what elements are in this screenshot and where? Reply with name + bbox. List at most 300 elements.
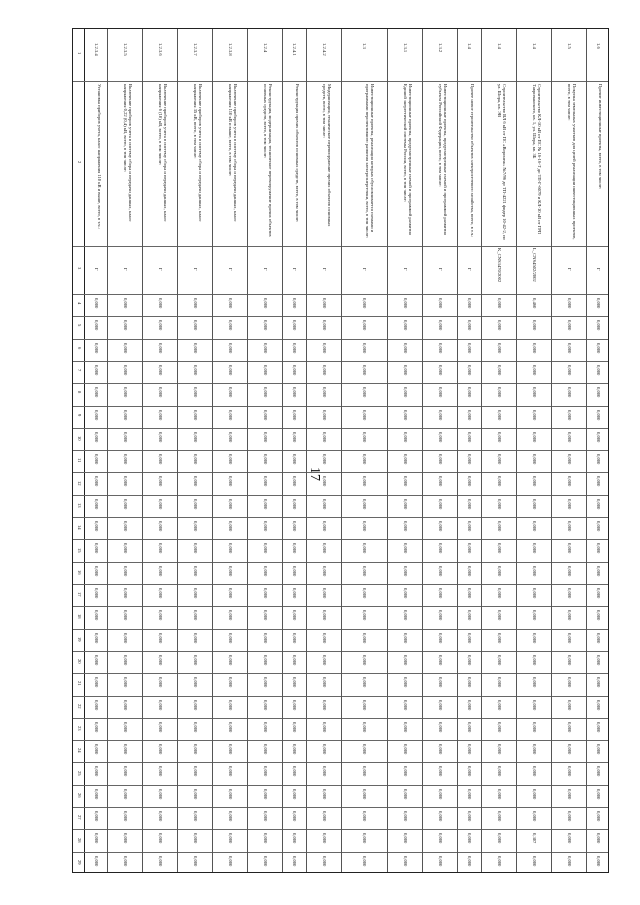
row-value: 0,000 xyxy=(531,721,537,733)
row-value: 0,000 xyxy=(263,833,269,844)
row-value: 0,000 xyxy=(123,855,129,867)
row-value: 0,000 xyxy=(228,342,234,353)
row-value: 0,000 xyxy=(566,498,572,510)
row-value: 0,000 xyxy=(467,610,473,621)
column-number: 20 xyxy=(77,659,82,664)
row-value: 0,000 xyxy=(403,454,409,465)
row-value: 0,000 xyxy=(158,431,164,443)
row-value: 0,000 xyxy=(123,565,129,577)
row-value: 0,000 xyxy=(193,610,199,621)
row-code: 1.2.4.1 xyxy=(292,43,298,56)
row-value: 0,000 xyxy=(321,320,327,331)
row-value: 0,000 xyxy=(531,699,537,710)
row-value: 0,000 xyxy=(228,364,234,376)
row-value: 0,000 xyxy=(403,610,409,621)
row-value: 0,000 xyxy=(531,521,537,532)
row-value: 0,000 xyxy=(158,610,164,621)
row-value: 0,000 xyxy=(193,298,199,309)
row-value: 0,000 xyxy=(94,766,100,777)
row-value: 0,000 xyxy=(94,543,100,554)
row-value: 0,000 xyxy=(438,320,444,331)
row-code: 1.2.4.2 xyxy=(321,43,327,56)
table-row xyxy=(307,29,342,872)
row-code: 1.3.1 xyxy=(403,43,409,53)
row-value: 0,000 xyxy=(158,498,164,510)
row-value: 0,000 xyxy=(228,811,234,822)
row-value: 0,000 xyxy=(292,298,298,309)
row-value: 0,000 xyxy=(292,431,298,443)
row-name: Включение приборов учета в систему сбора и передачи данных, класс напряжения 6 (10) кВ, всего, в том числе: xyxy=(158,84,169,222)
row-value: 0,000 xyxy=(123,721,129,733)
row-value: 0,000 xyxy=(362,654,368,666)
column-number: 21 xyxy=(77,681,82,686)
row-value: 0,000 xyxy=(94,855,100,867)
row-value: 0,000 xyxy=(193,498,199,510)
row-value: 0,000 xyxy=(263,431,269,443)
row-value: 0,000 xyxy=(403,431,409,443)
row-value: 0,000 xyxy=(263,721,269,733)
row-value: 0,000 xyxy=(193,632,199,643)
row-value: 0,000 xyxy=(531,565,537,577)
row-code: 1.5 xyxy=(566,43,572,49)
row-value: 0,000 xyxy=(531,632,537,643)
row-value: 0,000 xyxy=(595,721,601,733)
table-row xyxy=(213,29,248,872)
row-value: 0,000 xyxy=(438,744,444,755)
row-value: 0,000 xyxy=(403,387,409,398)
row-value: 0,000 xyxy=(403,298,409,309)
row-value: 0,000 xyxy=(228,677,234,688)
row-value: 0,000 xyxy=(94,699,100,710)
row-value: 0,000 xyxy=(467,766,473,777)
table-row xyxy=(108,29,143,872)
row-value: 0,000 xyxy=(595,498,601,510)
row-value: 0,000 xyxy=(228,320,234,331)
row-value: 0,000 xyxy=(496,677,502,688)
row-value: 0,000 xyxy=(362,320,368,331)
column-number: 29 xyxy=(77,859,82,865)
row-value: 0,000 xyxy=(496,811,502,822)
row-name: Строительство ВЛ 6 кВ от ПС «Воронеж» №7/96 до ТП-4221 фидер 10-42-2, по ул. Шора, кв. ЭВ xyxy=(496,84,507,240)
row-value: 0,000 xyxy=(531,409,537,420)
row-value: 0,000 xyxy=(158,677,164,688)
row-value: 0,000 xyxy=(94,454,100,465)
column-number: 24 xyxy=(77,748,82,753)
row-value: 0,000 xyxy=(438,409,444,420)
row-value: 0,000 xyxy=(292,833,298,844)
row-value: 0,000 xyxy=(321,364,327,376)
row-value: 0,000 xyxy=(595,632,601,643)
row-value: 0,000 xyxy=(158,387,164,398)
row-value: 0,000 xyxy=(403,788,409,800)
row-value: 0,000 xyxy=(321,565,327,577)
row-value: 0,000 xyxy=(263,632,269,643)
row-value: 0,000 xyxy=(496,788,502,800)
row-value: 0,000 xyxy=(438,543,444,554)
row-value: 0,000 xyxy=(531,498,537,510)
row-value: 0,000 xyxy=(467,811,473,822)
row-value: 0,000 xyxy=(531,610,537,621)
row-value: 0,000 xyxy=(362,409,368,420)
row-value: 0,000 xyxy=(228,632,234,643)
row-value: 0,000 xyxy=(193,521,199,532)
row-value: 0,000 xyxy=(595,610,601,621)
row-value: 0,000 xyxy=(403,498,409,510)
row-value: 0,000 xyxy=(595,454,601,465)
row-value: 0,000 xyxy=(467,521,473,532)
row-value: 0,000 xyxy=(531,744,537,755)
row-value: 0,000 xyxy=(193,342,199,353)
row-value: 0,000 xyxy=(496,387,502,398)
row-unit: Г xyxy=(193,268,199,271)
column-number: 3 xyxy=(77,267,82,270)
row-value: 0,000 xyxy=(362,833,368,844)
row-value: 0,000 xyxy=(123,833,129,844)
row-unit: Г xyxy=(123,268,129,271)
row-value: 0,000 xyxy=(496,654,502,666)
table-row xyxy=(342,29,389,872)
row-value: 0,000 xyxy=(467,699,473,710)
row-value: 0,000 xyxy=(362,342,368,353)
row-value: 0,000 xyxy=(228,833,234,844)
row-value: 0,000 xyxy=(595,521,601,532)
row-value: 0,000 xyxy=(467,654,473,666)
row-name: Реконструкция прочих объектов основных средств, всего, в том числе: xyxy=(294,84,300,223)
row-value: 0,000 xyxy=(496,721,502,733)
row-value: 0,000 xyxy=(496,298,502,309)
row-value: 0,000 xyxy=(467,431,473,443)
row-value: 0,000 xyxy=(438,766,444,777)
column-number: 26 xyxy=(77,792,82,798)
row-value: 0,000 xyxy=(158,744,164,755)
row-value: 0,000 xyxy=(321,521,327,532)
row-value: 0,000 xyxy=(158,543,164,554)
row-value: 0,000 xyxy=(158,721,164,733)
row-value: 0,000 xyxy=(362,431,368,443)
column-number: 19 xyxy=(77,636,82,642)
row-value: 0,000 xyxy=(263,498,269,510)
row-name: Модернизация, техническое перевооружение прочих объектов основных средств, всего, в том числе: xyxy=(321,84,332,227)
row-value: 0,000 xyxy=(321,855,327,867)
row-value: 0,000 xyxy=(595,342,601,353)
row-value: 0,000 xyxy=(496,431,502,443)
row-value: 0,000 xyxy=(496,565,502,577)
row-value: 0,000 xyxy=(94,632,100,643)
row-value: 0,000 xyxy=(94,498,100,510)
row-value: 0,000 xyxy=(467,543,473,554)
row-value: 0,000 xyxy=(595,654,601,666)
row-value: 0,000 xyxy=(595,833,601,844)
row-value: 0,000 xyxy=(321,454,327,465)
row-code: 1.3.2 xyxy=(438,43,444,53)
row-value: 0,000 xyxy=(158,632,164,643)
row-value: 0,000 xyxy=(467,632,473,643)
row-value: 0,000 xyxy=(193,409,199,420)
row-value: 0,000 xyxy=(467,744,473,755)
row-value: 0,000 xyxy=(496,521,502,532)
row-value: 0,000 xyxy=(321,610,327,621)
row-value: 0,000 xyxy=(292,320,298,331)
row-value: 0,000 xyxy=(94,431,100,443)
row-value: 0,000 xyxy=(292,498,298,510)
row-value: 0,000 xyxy=(566,565,572,577)
row-value: 0,000 xyxy=(362,521,368,532)
row-value: 0,000 xyxy=(362,543,368,554)
row-value: 0,000 xyxy=(321,654,327,666)
row-value: 0,000 xyxy=(193,855,199,867)
row-value: 0,000 xyxy=(193,654,199,666)
row-value: 0,000 xyxy=(263,543,269,554)
row-value: 0,000 xyxy=(496,342,502,353)
row-unit: Г xyxy=(292,268,298,271)
row-value: 0,000 xyxy=(94,364,100,376)
row-value: 0,000 xyxy=(496,498,502,510)
row-value: 0,000 xyxy=(228,476,234,487)
row-value: 0,000 xyxy=(228,744,234,755)
row-value: 0,000 xyxy=(496,543,502,554)
row-value: 0,000 xyxy=(595,320,601,331)
row-value: 0,000 xyxy=(94,521,100,532)
row-value: 0,000 xyxy=(595,588,601,599)
row-value: 0,000 xyxy=(123,766,129,777)
row-name: Инвестиционные проекты, реализация которых обусловливается схемами и программами перспективного развития электроэнергетики, всего, в том числе: xyxy=(364,84,375,238)
row-value: 0,000 xyxy=(228,431,234,443)
row-code: 1.2.3.4 xyxy=(94,43,100,56)
row-value: 0,000 xyxy=(263,298,269,309)
row-value: 0,000 xyxy=(595,409,601,420)
row-value: 0,000 xyxy=(595,364,601,376)
table-row xyxy=(587,29,610,872)
row-value: 0,000 xyxy=(193,454,199,465)
row-value: 0,000 xyxy=(292,677,298,688)
row-value: 0,000 xyxy=(94,811,100,822)
row-value: 0,000 xyxy=(362,364,368,376)
row-value: 0,000 xyxy=(94,721,100,733)
row-value: 0,000 xyxy=(123,431,129,443)
row-value: 0,000 xyxy=(566,833,572,844)
row-value: 0,000 xyxy=(566,766,572,777)
row-value: 0,000 xyxy=(467,855,473,867)
row-value: 0,000 xyxy=(438,565,444,577)
row-value: 0,000 xyxy=(321,766,327,777)
row-value: 0,000 xyxy=(94,298,100,309)
row-value: 0,000 xyxy=(94,342,100,353)
column-number: 27 xyxy=(77,815,82,820)
row-value: 0,000 xyxy=(123,454,129,465)
row-value: 0,000 xyxy=(403,588,409,599)
row-value: 0,000 xyxy=(263,699,269,710)
row-value: 0,000 xyxy=(566,431,572,443)
row-value: 0,000 xyxy=(292,855,298,867)
row-code: 1.2.3.5 xyxy=(123,43,129,56)
row-value: 0,000 xyxy=(263,476,269,487)
row-value: 0,000 xyxy=(496,744,502,755)
row-value: 0,000 xyxy=(321,699,327,710)
row-value: 0,000 xyxy=(228,298,234,309)
row-value: 0,000 xyxy=(158,788,164,800)
row-value: 0,000 xyxy=(438,811,444,822)
row-value: 0,000 xyxy=(321,744,327,755)
row-value: 0,000 xyxy=(595,298,601,309)
row-value: 0,000 xyxy=(566,543,572,554)
row-value: 0,000 xyxy=(321,721,327,733)
row-value: 0,000 xyxy=(321,342,327,353)
row-value: 0,000 xyxy=(403,677,409,688)
row-value: 0,000 xyxy=(595,766,601,777)
row-value: 0,000 xyxy=(362,565,368,577)
column-number: 16 xyxy=(77,569,82,575)
row-name: Установка приборов учета, класс напряжения 110 кВ и выше, всего, в т.ч.: xyxy=(96,84,102,229)
row-value: 0,000 xyxy=(228,588,234,599)
row-value: 0,000 xyxy=(531,387,537,398)
row-value: 0,000 xyxy=(158,521,164,532)
row-value: 0,000 xyxy=(531,476,537,487)
column-number: 7 xyxy=(77,369,82,372)
row-value: 0,000 xyxy=(123,632,129,643)
row-value: 0,000 xyxy=(438,521,444,532)
page-number: 17 xyxy=(307,467,322,481)
row-value: 0,000 xyxy=(566,721,572,733)
column-number: 5 xyxy=(77,324,82,327)
column-number: 23 xyxy=(77,726,82,731)
table-row xyxy=(178,29,213,872)
row-value: 0,000 xyxy=(123,342,129,353)
column-number: 18 xyxy=(77,614,82,620)
row-value: 0,000 xyxy=(292,565,298,577)
row-value: 0,000 xyxy=(496,409,502,420)
table-row xyxy=(248,29,283,872)
row-value: 0,000 xyxy=(321,677,327,688)
row-value: 0,000 xyxy=(292,766,298,777)
row-unit: Г xyxy=(595,268,601,271)
row-value: 0,000 xyxy=(467,565,473,577)
row-value: 0,000 xyxy=(123,788,129,800)
row-value: 0,000 xyxy=(292,788,298,800)
row-name: Инвестиционные проекты, предусмотренные схемой и программой развития Единой энергетической системы России, всего, в том числе: xyxy=(403,84,414,235)
row-value: 0,000 xyxy=(566,788,572,800)
row-value: 0,000 xyxy=(263,342,269,353)
row-value: 0,000 xyxy=(362,610,368,621)
row-value: 0,000 xyxy=(403,833,409,844)
row-value: 0,000 xyxy=(123,409,129,420)
row-value: 0,307 xyxy=(531,833,537,844)
row-value: 0,000 xyxy=(123,744,129,755)
row-value: 0,000 xyxy=(531,588,537,599)
row-value: 0,000 xyxy=(228,521,234,532)
row-value: 0,000 xyxy=(321,476,327,487)
row-value: 0,000 xyxy=(321,409,327,420)
row-value: 0,000 xyxy=(362,788,368,800)
table-row xyxy=(482,29,517,872)
row-value: 0,000 xyxy=(292,632,298,643)
row-value: 0,000 xyxy=(94,409,100,420)
row-value: 0,000 xyxy=(467,677,473,688)
row-value: 0,000 xyxy=(403,654,409,666)
row-value: 0,000 xyxy=(263,788,269,800)
row-value: 0,000 xyxy=(123,654,129,666)
row-value: 0,000 xyxy=(228,721,234,733)
row-value: 0,000 xyxy=(496,454,502,465)
row-value: 0,000 xyxy=(263,855,269,867)
table-row xyxy=(143,29,178,872)
row-unit: Г xyxy=(263,268,269,271)
row-value: 0,000 xyxy=(158,855,164,867)
row-value: 0,000 xyxy=(94,565,100,577)
row-value: 0,000 xyxy=(94,588,100,599)
row-value: 0,000 xyxy=(595,744,601,755)
row-value: 0,000 xyxy=(321,543,327,554)
row-value: 0,000 xyxy=(292,654,298,666)
row-value: 0,000 xyxy=(158,476,164,487)
row-value: 0,000 xyxy=(193,431,199,443)
row-value: 0,000 xyxy=(123,320,129,331)
row-value: 0,000 xyxy=(362,632,368,643)
row-name: Реконструкция, модернизация, техническое перевооружение прочих объектов основных средств, всего, в том числе: xyxy=(263,84,274,237)
row-value: 0,000 xyxy=(566,521,572,532)
row-code: 1.2.3.6 xyxy=(158,43,164,56)
row-value: 0,000 xyxy=(438,454,444,465)
row-value: 0,000 xyxy=(438,298,444,309)
row-value: 0,000 xyxy=(595,543,601,554)
row-code: 1.2.4 xyxy=(263,43,269,53)
row-value: 0,000 xyxy=(123,298,129,309)
row-value: 0,000 xyxy=(403,320,409,331)
row-value: 0,000 xyxy=(362,699,368,710)
row-value: 0,000 xyxy=(467,364,473,376)
row-value: 0,000 xyxy=(403,565,409,577)
row-value: 0,000 xyxy=(123,521,129,532)
row-value: 0,000 xyxy=(566,811,572,822)
row-code: 1.4 xyxy=(531,43,537,49)
row-value: 0,000 xyxy=(467,498,473,510)
row-value: 0,000 xyxy=(438,431,444,443)
row-code: 1.2.3.7 xyxy=(193,43,199,56)
row-value: 0,000 xyxy=(595,677,601,688)
investment-table xyxy=(72,28,609,873)
row-value: 0,000 xyxy=(496,610,502,621)
row-value: 0,000 xyxy=(263,811,269,822)
row-name: Прочие инвестиционные проекты, всего, в том числе: xyxy=(598,84,604,190)
row-value: 0,000 xyxy=(263,409,269,420)
row-value: 0,000 xyxy=(531,811,537,822)
row-value: 0,000 xyxy=(531,364,537,376)
row-unit: Г xyxy=(158,268,164,271)
column-number: 12 xyxy=(77,480,82,486)
row-value: 0,000 xyxy=(193,588,199,599)
row-value: 0,000 xyxy=(467,342,473,353)
row-value: 0,000 xyxy=(566,855,572,867)
row-value: 0,000 xyxy=(496,320,502,331)
row-unit: K_CNS3470/2002 xyxy=(496,248,502,283)
row-value: 0,000 xyxy=(193,721,199,733)
row-value: 0,000 xyxy=(496,476,502,487)
row-value: 0,000 xyxy=(321,431,327,443)
row-value: 0,000 xyxy=(595,855,601,867)
row-value: 0,000 xyxy=(403,543,409,554)
row-value: 0,000 xyxy=(531,320,537,331)
row-value: 0,000 xyxy=(496,766,502,777)
row-value: 0,000 xyxy=(123,476,129,487)
row-value: 0,000 xyxy=(193,387,199,398)
row-value: 0,000 xyxy=(566,409,572,420)
row-value: 0,000 xyxy=(595,565,601,577)
row-value: 0,000 xyxy=(321,298,327,309)
row-value: 0,000 xyxy=(94,833,100,844)
row-value: 0,000 xyxy=(531,654,537,666)
row-value: 0,000 xyxy=(531,543,537,554)
row-value: 0,000 xyxy=(321,632,327,643)
row-value: 0,000 xyxy=(193,766,199,777)
